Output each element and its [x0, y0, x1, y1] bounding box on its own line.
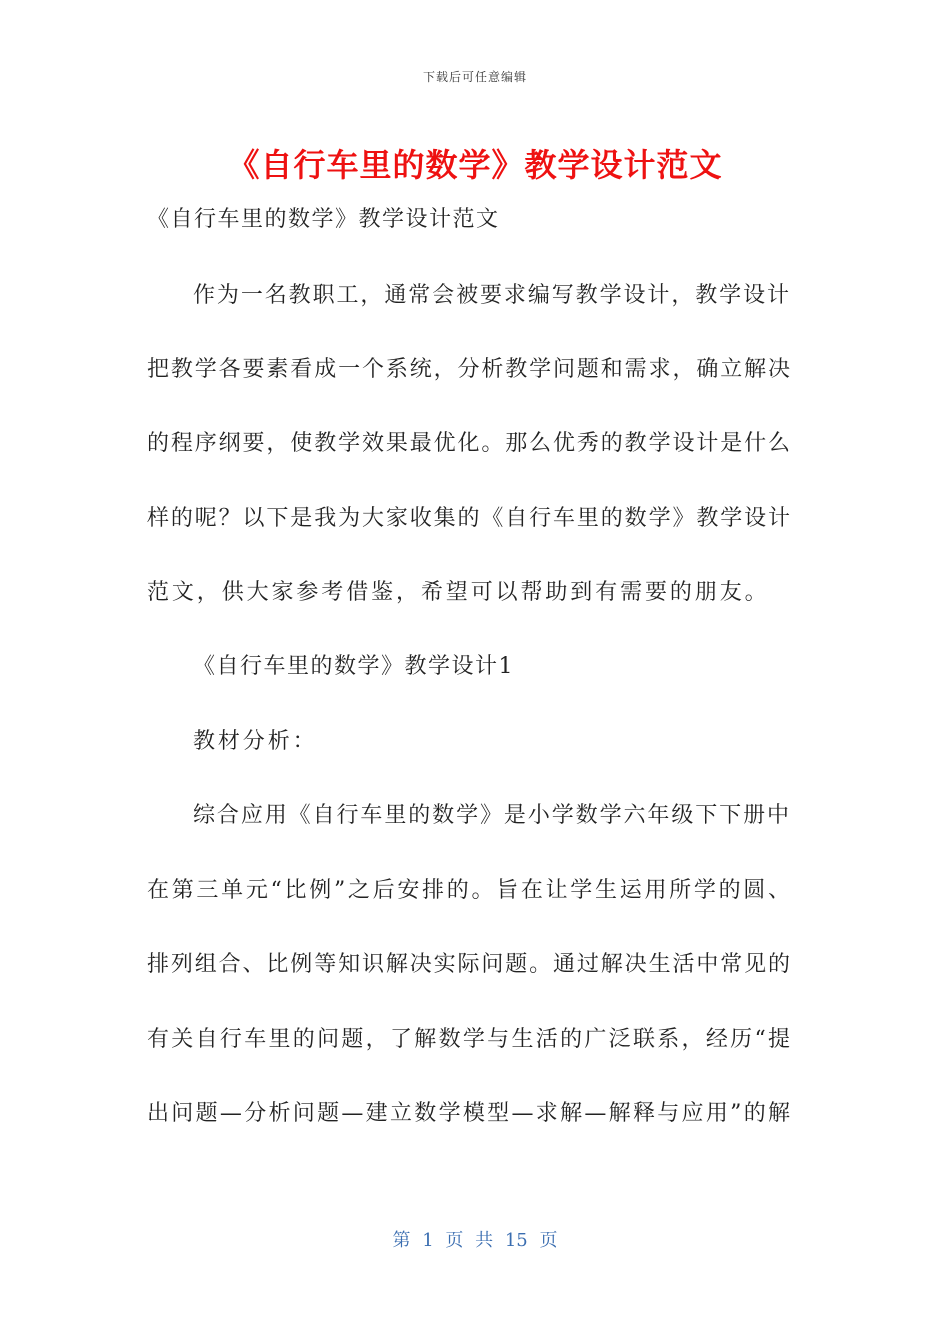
subsection-heading: 教材分析：: [193, 729, 318, 754]
paragraph-line: 出问题—分析问题—建立数学模型—求解—解释与应用”的解: [147, 1101, 790, 1126]
page-number-footer: 第 1 页 共 15 页: [392, 1230, 558, 1251]
paragraph-line: 排列组合、比例等知识解决实际问题。通过解决生活中常见的: [147, 952, 790, 977]
paragraph-line: 有关自行车里的问题，了解数学与生活的广泛联系，经历“提: [147, 1027, 790, 1052]
section-heading: 《自行车里的数学》教学设计1: [193, 654, 514, 679]
paragraph-line: 综合应用《自行车里的数学》是小学数学六年级下下册中: [193, 803, 789, 828]
paragraph-line: 作为一名教职工，通常会被要求编写教学设计，教学设计: [193, 283, 789, 308]
header-note: 下载后可任意编辑: [422, 70, 527, 84]
paragraph-line: 范文，供大家参考借鉴，希望可以帮助到有需要的朋友。: [147, 580, 770, 605]
subtitle-line: 《自行车里的数学》教学设计范文: [147, 207, 500, 232]
document-title: 《自行车里的数学》教学设计范文: [227, 146, 723, 184]
paragraph-line: 把教学各要素看成一个系统，分析教学问题和需求，确立解决: [147, 357, 790, 382]
paragraph-line: 的程序纲要，使教学效果最优化。那么优秀的教学设计是什么: [147, 431, 790, 456]
paragraph-line: 在第三单元“比例”之后安排的。旨在让学生运用所学的圆、: [147, 878, 790, 903]
paragraph-line: 样的呢？以下是我为大家收集的《自行车里的数学》教学设计: [147, 506, 790, 531]
